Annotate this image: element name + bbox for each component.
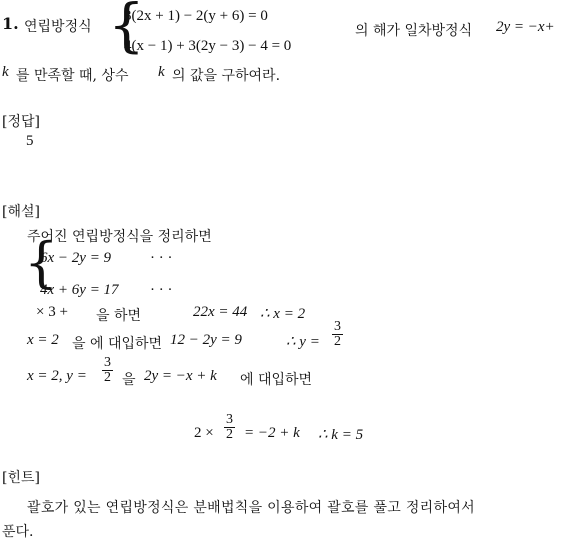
problem-number: 1. bbox=[2, 14, 19, 33]
answer-heading: [정답] bbox=[2, 114, 40, 130]
solution-line-1: 주어진 연립방정식을 정리하면 bbox=[27, 229, 212, 245]
solution-combine-therefore: ∴ x = 2 bbox=[260, 306, 306, 322]
problem-line2-var: k bbox=[158, 64, 165, 80]
fraction-denominator: 2 bbox=[104, 370, 111, 385]
solution-sub2-text2: 에 대입하면 bbox=[240, 372, 313, 388]
problem-tail-text: 의 해가 일차방정식 bbox=[355, 23, 473, 39]
problem-line2-end: 의 값을 구하여라. bbox=[172, 68, 281, 84]
hint-line-1: 괄호가 있는 연립방정식은 분배법칙을 이용하여 괄호를 풀고 정리하여서 bbox=[27, 500, 475, 516]
solution-system-eq1: 6x − 2y = 9 bbox=[40, 250, 112, 266]
system-equation-1: 3(2x + 1) − 2(y + 6) = 0 bbox=[124, 8, 268, 24]
problem-intro: 연립방정식 bbox=[24, 19, 92, 35]
answer-value: 5 bbox=[26, 133, 34, 149]
solution-sub2-math: x = 2, y = bbox=[27, 368, 87, 384]
fraction-numerator: 3 bbox=[226, 412, 233, 427]
final-equation-fraction bbox=[224, 413, 235, 442]
problem-line2-var-k: k bbox=[2, 64, 9, 80]
fraction-numerator: 3 bbox=[334, 319, 341, 334]
hint-line-2: 푼다. bbox=[2, 524, 34, 540]
solution-combine-result: 22x = 44 bbox=[193, 304, 248, 320]
solution-sub1-fraction bbox=[332, 320, 343, 349]
solution-sub1-equation: 12 − 2y = 9 bbox=[170, 332, 242, 348]
fraction-numerator: 3 bbox=[104, 355, 111, 370]
solution-system-brace: { bbox=[24, 231, 59, 294]
solution-heading: [해설] bbox=[2, 204, 40, 220]
solution-sub1-math: x = 2 bbox=[27, 332, 59, 348]
final-equation-therefore: ∴ k = 5 bbox=[318, 427, 364, 443]
solution-sub2-text1: 을 bbox=[122, 372, 136, 388]
solution-system-eq1-dots: · · · bbox=[150, 250, 173, 266]
solution-combine-text: 을 하면 bbox=[96, 308, 142, 324]
solution-sub2-fraction bbox=[102, 356, 113, 385]
final-equation-pre: 2 × bbox=[194, 425, 214, 441]
solution-system-eq2: 4x + 6y = 17 bbox=[40, 282, 119, 298]
final-equation-post: = −2 + k bbox=[244, 425, 300, 441]
solution-sub1-text: 을 에 대입하면 bbox=[72, 336, 163, 352]
fraction-denominator: 2 bbox=[334, 334, 341, 349]
solution-sub2-equation: 2y = −x + k bbox=[144, 368, 217, 384]
system-brace: { bbox=[108, 0, 145, 59]
hint-heading: [힌트] bbox=[2, 470, 40, 486]
solution-system-eq2-dots: · · · bbox=[150, 282, 173, 298]
problem-tail-equation: 2y = −x+ bbox=[496, 19, 555, 35]
solution-sub1-therefore: ∴ y = bbox=[286, 334, 320, 350]
problem-line2-text: 를 만족할 때, 상수 bbox=[16, 68, 129, 84]
system-equation-2: 4(x − 1) + 3(2y − 3) − 4 = 0 bbox=[124, 38, 292, 54]
fraction-denominator: 2 bbox=[226, 427, 233, 442]
solution-combine-math: × 3 + bbox=[36, 304, 68, 320]
